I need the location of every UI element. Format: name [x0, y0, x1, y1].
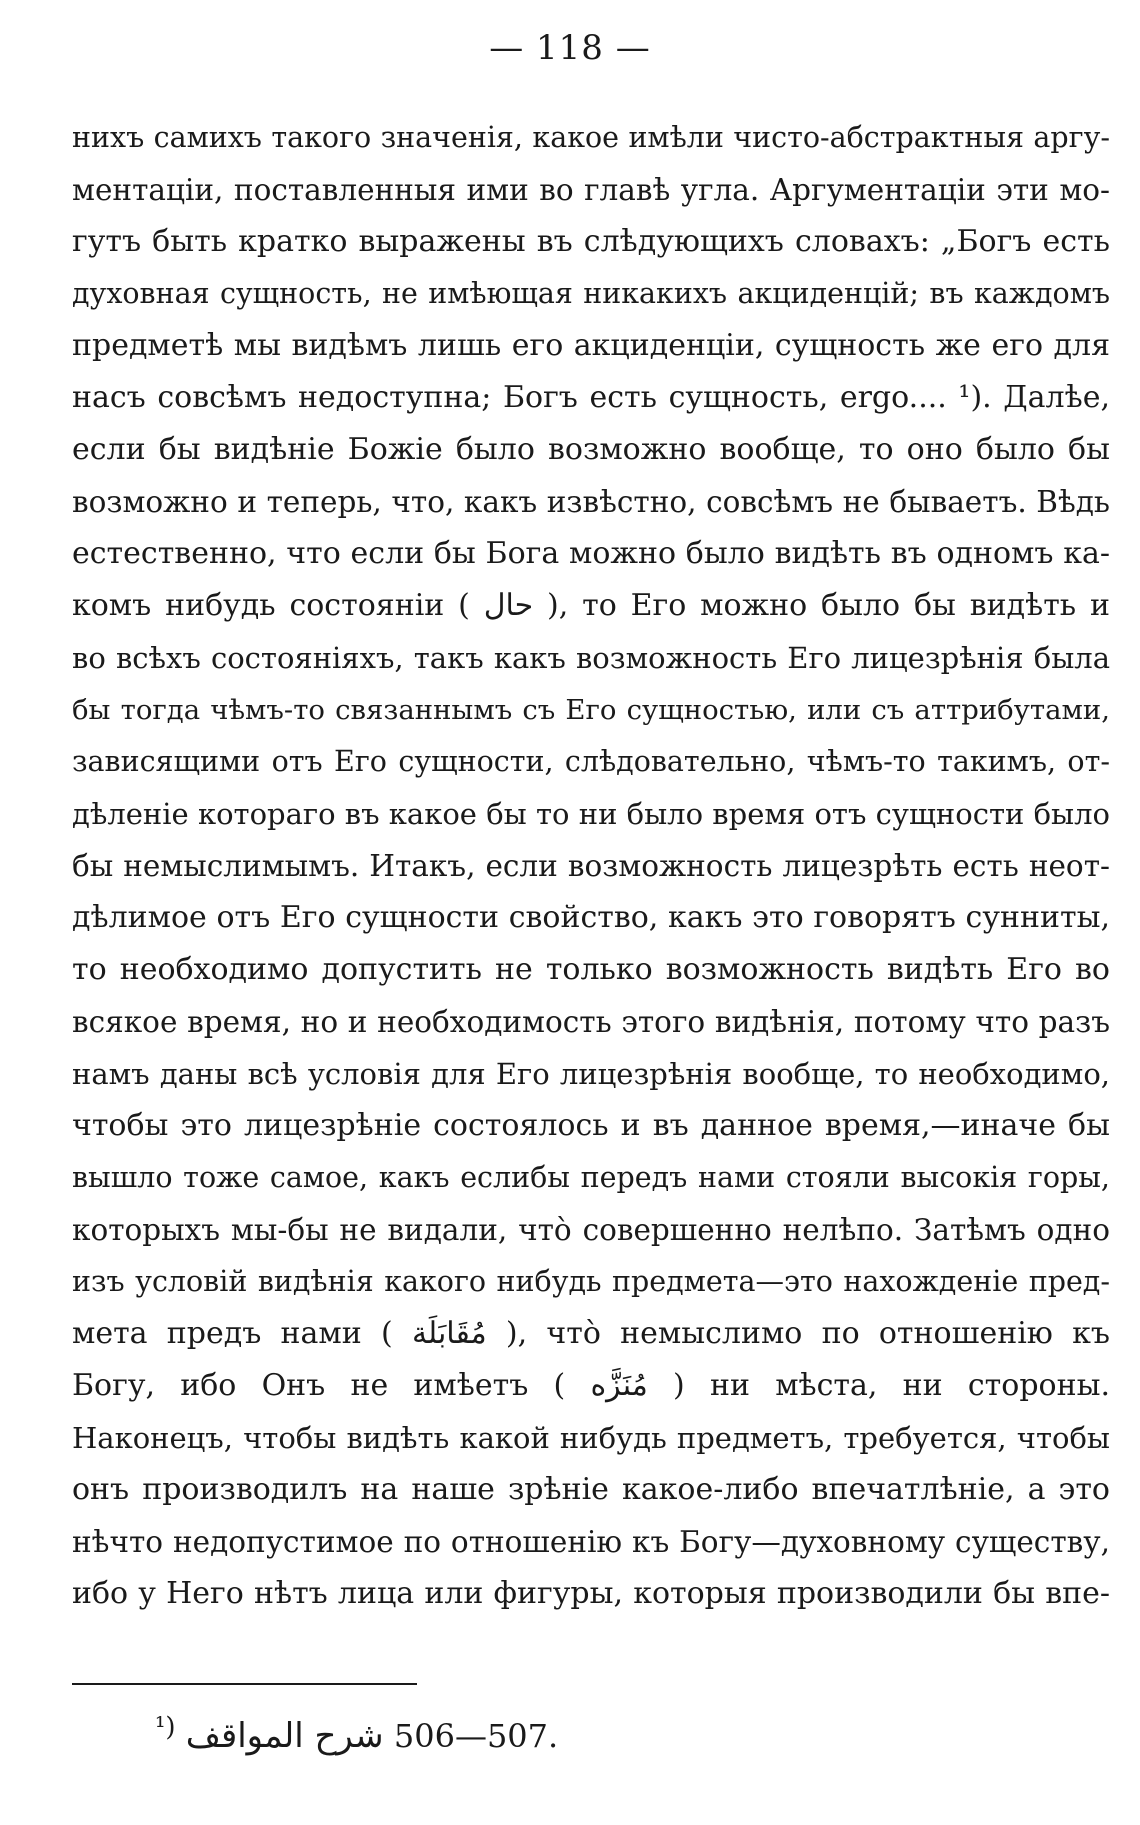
text-line: дѣленіе котораго въ какое бы то ни было время отъ сущности было [72, 797, 1110, 831]
text-line: чтобы это лицезрѣніе состоялось и въ данное время,—иначе бы [72, 1108, 1110, 1143]
text-line: Наконецъ, чтобы видѣть какой нибудь предметъ, требуется, чтобы [72, 1421, 1110, 1455]
footnote-arabic-title: شرح المواقف [185, 1716, 384, 1756]
text-line: вышло тоже самое, какъ еслибы передъ нами стояли высокія горы, [72, 1161, 1110, 1194]
footnote-mark: ¹) [155, 1712, 176, 1743]
text-line: бы тогда чѣмъ-то связаннымъ съ Его сущностью, или съ аттрибутами, [72, 694, 1110, 726]
text-line: ибо у Него нѣтъ лица или фигуры, которыя производили бы впе- [72, 1576, 1110, 1611]
text-line: Богу, ибо Онъ не имѣетъ ( مُنَزَّه ) ни мѣста, ни стороны. [72, 1368, 1110, 1403]
text-line: которыхъ мы-бы не видали, что̀ совершенно нелѣпо. Затѣмъ одно [72, 1213, 1110, 1247]
text-line: онъ производилъ на наше зрѣніе какое-либо впечатлѣніе, а это [72, 1472, 1110, 1507]
text-line: нихъ самихъ такого значенія, какое имѣли чисто-абстрактныя аргу- [72, 121, 1110, 154]
text-line: намъ даны всѣ условія для Его лицезрѣнія вообще, то необходимо, [72, 1057, 1110, 1091]
footnote-divider [72, 1683, 417, 1685]
text-line: ментаціи, поставленныя ими во главѣ угла. Аргументаціи эти мо- [72, 173, 1110, 207]
text-line: то необходимо допустить не только возможность видѣть Его во [72, 952, 1110, 987]
text-line: нѣчто недопустимое по отношенію къ Богу—духовному существу, [72, 1525, 1110, 1559]
text-line: предметѣ мы видѣмъ лишь его акциденціи, сущность же его для [72, 328, 1110, 363]
text-line: всякое время, но и необходимость этого видѣнія, потому что разъ [72, 1005, 1110, 1039]
main-text [72, 112, 1110, 1620]
text-line: дѣлимое отъ Его сущности свойство, какъ это говорятъ сунниты, [72, 900, 1110, 935]
footnote [155, 1712, 558, 1760]
text-line: комъ нибудь состояніи ( حال ), то Его можно было бы видѣть и [72, 588, 1110, 623]
text-line: во всѣхъ состояніяхъ, такъ какъ возможность Его лицезрѣнія была [72, 641, 1110, 675]
text-line: духовная сущность, не имѣющая никакихъ акциденцій; въ каждомъ [72, 277, 1110, 310]
page-number: — 118 — [489, 28, 651, 68]
text-line: бы немыслимымъ. Итакъ, если возможность лицезрѣть есть неот- [72, 849, 1110, 883]
text-line: если бы видѣніе Божіе было возможно вообще, то оно было бы [72, 432, 1110, 467]
text-line: мета предъ нами ( مُقَابَلَة ), что̀ немыслимо по отношенію къ [72, 1316, 1110, 1351]
text-line: изъ условій видѣнія какого нибудь предмета—это нахожденіе пред- [72, 1265, 1110, 1298]
text-line: гутъ быть кратко выражены въ слѣдующихъ словахъ: „Богъ есть [72, 224, 1110, 259]
text-line: возможно и теперь, что, какъ извѣстно, совсѣмъ не бываетъ. Вѣдь [72, 485, 1110, 519]
footnote-pages: 506—507. [393, 1717, 559, 1755]
text-line: зависящими отъ Его сущности, слѣдовательно, чѣмъ-то такимъ, от- [72, 745, 1110, 778]
text-line: насъ совсѣмъ недоступна; Богъ есть сущность, ergo.... ¹). Далѣе, [72, 380, 1110, 415]
text-line: естественно, что если бы Бога можно было видѣть въ одномъ ка- [72, 536, 1110, 571]
